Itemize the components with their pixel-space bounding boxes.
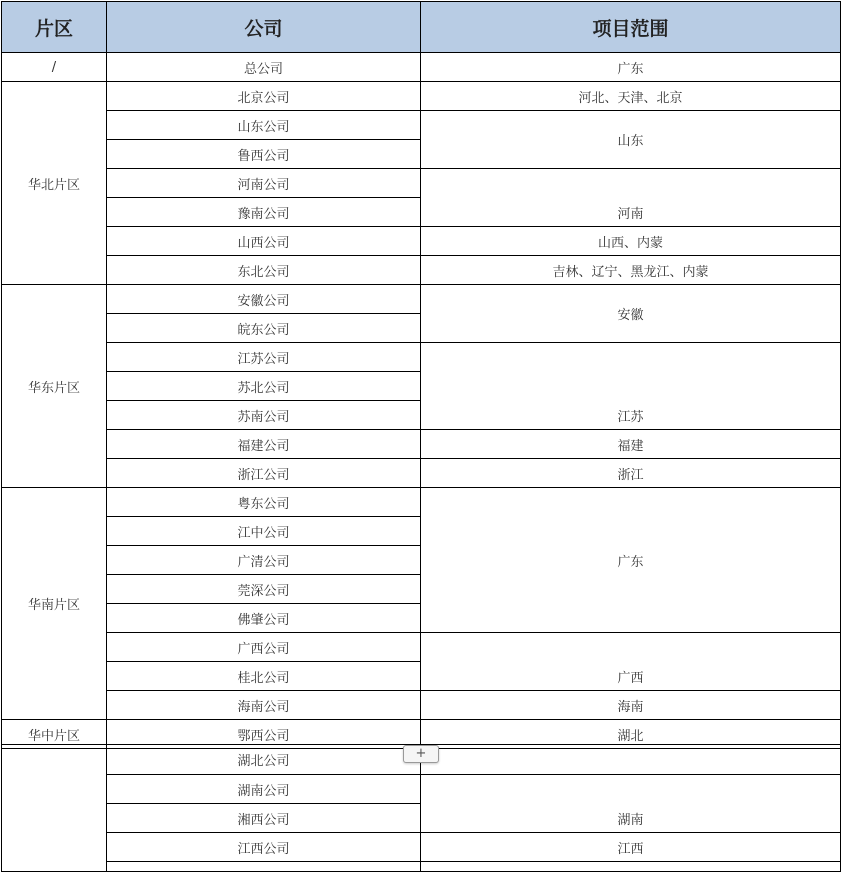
company-cell: 莞深公司 [107, 575, 421, 604]
scope-cell: 江西 [421, 833, 841, 862]
company-cell: 湖南公司 [107, 775, 421, 804]
company-cell: 皖东公司 [107, 314, 421, 343]
table-row [2, 343, 841, 372]
scope-cell: 河南 [421, 169, 841, 227]
scope-cell: 吉林、辽宁、黑龙江、内蒙 [421, 256, 841, 285]
table-row [2, 633, 841, 662]
region-cell: 华东片区 [2, 285, 107, 488]
scope-cell [421, 745, 841, 775]
table-row [2, 111, 841, 140]
company-cell: 鲁西公司 [107, 140, 421, 169]
company-cell: 江苏公司 [107, 343, 421, 372]
scope-cell: 广西 [421, 633, 841, 691]
company-cell: 江中公司 [107, 517, 421, 546]
scope-cell: 江苏 [421, 343, 841, 430]
company-cell: 湖北公司 [107, 745, 421, 775]
scope-cell: 湖北 [421, 720, 841, 749]
company-cell: 苏北公司 [107, 372, 421, 401]
company-cell: 鄂西公司 [107, 720, 421, 749]
company-cell: 山西公司 [107, 227, 421, 256]
region-cell [2, 745, 107, 872]
table-row [2, 285, 841, 314]
scope-cell: 广东 [421, 53, 841, 82]
company-cell: 总公司 [107, 53, 421, 82]
company-cell: 桂北公司 [107, 662, 421, 691]
company-cell: 湘西公司 [107, 804, 421, 833]
scope-cell: 湖南 [421, 775, 841, 833]
company-cell: 北京公司 [107, 82, 421, 111]
company-cell: 山东公司 [107, 111, 421, 140]
table-row [2, 691, 841, 720]
company-cell: 粤东公司 [107, 488, 421, 517]
company-cell: 豫南公司 [107, 198, 421, 227]
scope-cell: 山西、内蒙 [421, 227, 841, 256]
company-cell: 苏南公司 [107, 401, 421, 430]
company-cell: 广西公司 [107, 633, 421, 662]
region-cell: 华中片区 [2, 720, 107, 749]
header-region: 片区 [2, 2, 107, 53]
company-cell: 福建公司 [107, 430, 421, 459]
scope-cell: 福建 [421, 430, 841, 459]
scope-cell: 浙江 [421, 459, 841, 488]
table-row [2, 488, 841, 517]
table-row [2, 833, 841, 862]
company-cell: 海南公司 [107, 691, 421, 720]
company-scope-table-continued [1, 744, 841, 872]
table-row [2, 53, 841, 82]
scope-cell: 广东 [421, 488, 841, 633]
region-cell: 华南片区 [2, 488, 107, 720]
header-company: 公司 [107, 2, 421, 53]
company-cell: 东北公司 [107, 256, 421, 285]
scope-cell: 安徽 [421, 285, 841, 343]
table-row [2, 459, 841, 488]
table-row [2, 862, 841, 872]
table-row [2, 775, 841, 804]
company-cell: 广清公司 [107, 546, 421, 575]
header-row [2, 2, 841, 53]
scope-cell: 河北、天津、北京 [421, 82, 841, 111]
company-scope-table [1, 1, 841, 749]
region-cell: 华北片区 [2, 82, 107, 285]
company-cell: 佛肇公司 [107, 604, 421, 633]
company-cell: 河南公司 [107, 169, 421, 198]
add-row-button[interactable]: + [403, 745, 439, 763]
header-scope: 项目范围 [421, 2, 841, 53]
company-cell: 江西公司 [107, 833, 421, 862]
table-row [2, 256, 841, 285]
scope-cell: 海南 [421, 691, 841, 720]
company-cell: 安徽公司 [107, 285, 421, 314]
table-row [2, 430, 841, 459]
region-cell: / [2, 53, 107, 82]
company-cell: 浙江公司 [107, 459, 421, 488]
scope-cell: 山东 [421, 111, 841, 169]
table-row [2, 82, 841, 111]
scope-cell [421, 862, 841, 872]
table-row [2, 227, 841, 256]
company-cell [107, 862, 421, 872]
table-row [2, 169, 841, 198]
